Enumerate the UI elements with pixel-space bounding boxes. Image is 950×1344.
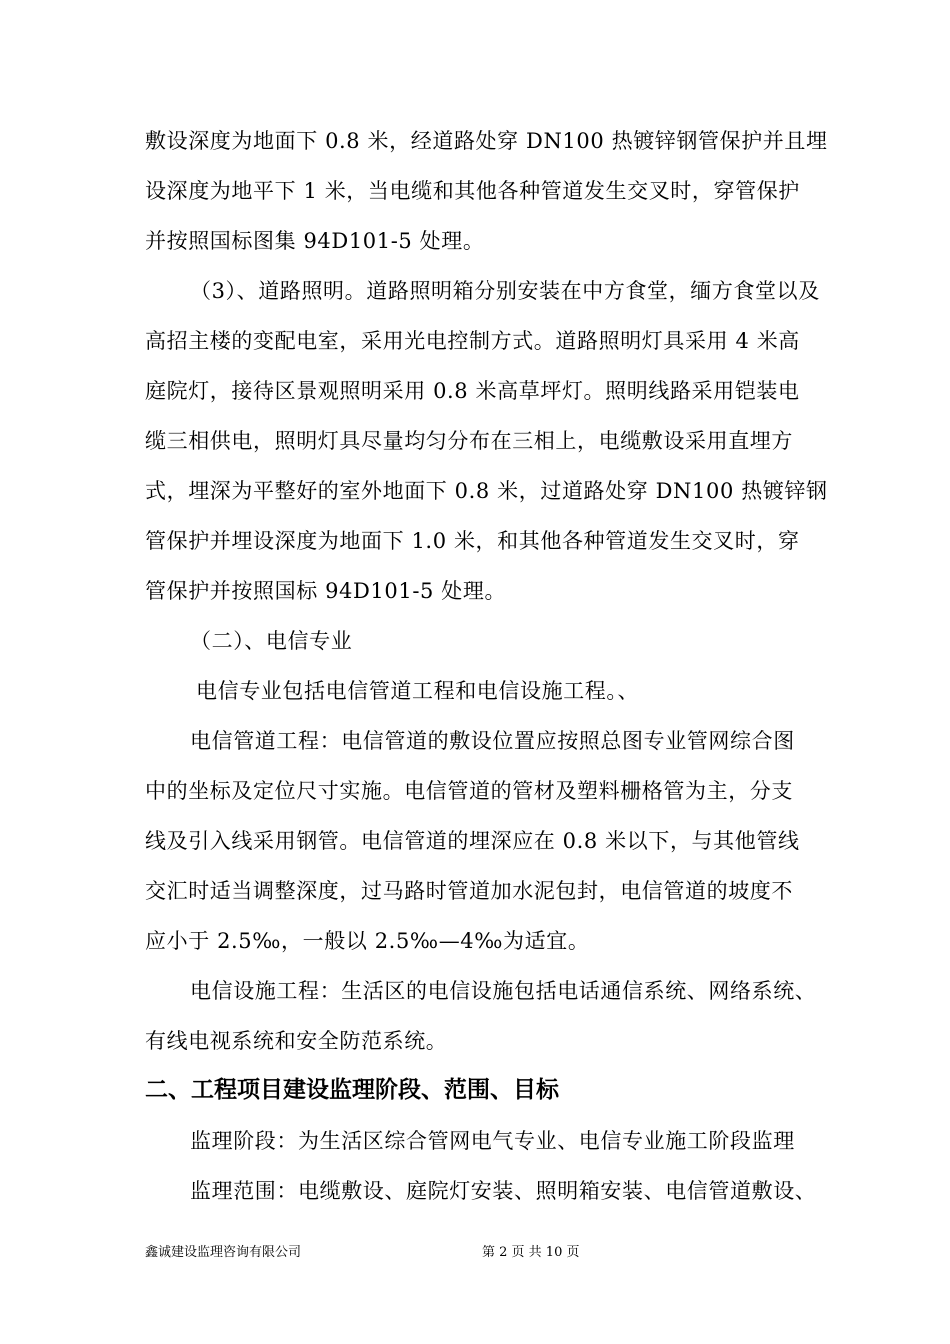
body-line: （3）、道路照明。道路照明箱分别安装在中方食堂，缅方食堂以及	[190, 279, 820, 303]
body-line: 敷设深度为地面下 0.8 米，经道路处穿 DN100 热镀锌钢管保护并且埋	[145, 129, 828, 153]
footer-page-number: 第 2 页 共 10 页	[482, 1245, 580, 1260]
body-line: 式，埋深为平整好的室外地面下 0.8 米，过道路处穿 DN100 热镀锌钢	[145, 479, 828, 503]
body-line: 缆三相供电，照明灯具尽量均匀分布在三相上，电缆敷设采用直埋方	[145, 429, 793, 453]
section-subtitle: （二）、电信专业	[190, 629, 353, 653]
body-line: 庭院灯，接待区景观照明采用 0.8 米高草坪灯。照明线路采用铠装电	[145, 379, 800, 403]
body-line: 管保护并按照国标 94D101-5 处理。	[145, 579, 507, 603]
body-line: 并按照国标图集 94D101-5 处理。	[145, 229, 485, 253]
body-line: 线及引入线采用钢管。电信管道的埋深应在 0.8 米以下，与其他管线	[145, 829, 800, 853]
body-line: 交汇时适当调整深度，过马路时管道加水泥包封，电信管道的坡度不	[145, 879, 793, 903]
body-line: 有线电视系统和安全防范系统。	[145, 1029, 448, 1053]
body-line: 监理范围：电缆敷设、庭院灯安装、照明箱安装、电信管道敷设、	[190, 1179, 817, 1203]
body-line: 设深度为地平下 1 米，当电缆和其他各种管道发生交叉时，穿管保护	[145, 179, 800, 203]
body-line: 高招主楼的变配电室，采用光电控制方式。道路照明灯具采用 4 米高	[145, 329, 800, 353]
body-line: 监理阶段：为生活区综合管网电气专业、电信专业施工阶段监理	[190, 1129, 795, 1153]
footer-company: 鑫诚建设监理咨询有限公司	[145, 1245, 302, 1260]
body-line: 电信设施工程：生活区的电信设施包括电话通信系统、网络系统、	[190, 979, 817, 1003]
section-heading: 二、工程项目建设监理阶段、范围、目标	[145, 1077, 559, 1103]
body-line: 电信专业包括电信管道工程和电信设施工程。、	[196, 679, 640, 703]
body-line: 应小于 2.5‰，一般以 2.5‰—4‰为适宜。	[145, 929, 590, 953]
body-line: 电信管道工程：电信管道的敷设位置应按照总图专业管网综合图	[190, 729, 795, 753]
body-line: 管保护并埋设深度为地面下 1.0 米，和其他各种管道发生交叉时，穿	[145, 529, 800, 553]
body-line: 中的坐标及定位尺寸实施。电信管道的管材及塑料栅格管为主，分支	[145, 779, 793, 803]
